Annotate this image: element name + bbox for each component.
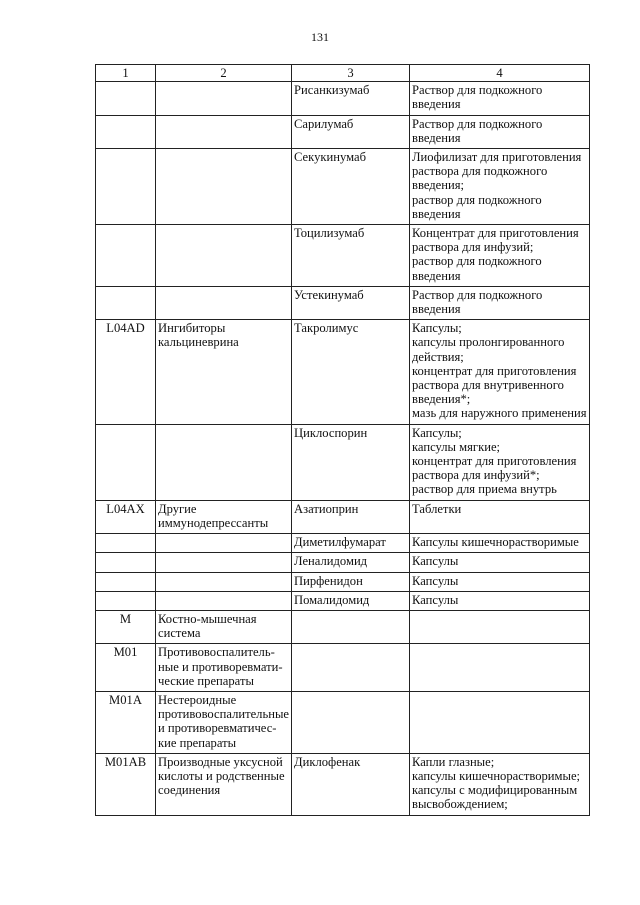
table-row xyxy=(96,115,590,148)
pharm-group-cell-line: иммунодепрессанты xyxy=(158,515,269,530)
atc-code-cell xyxy=(96,82,156,115)
pharm-group-cell-line: система xyxy=(158,626,201,641)
dosage-form-cell xyxy=(410,115,590,148)
dosage-form-cell-line: Таблетки xyxy=(412,501,462,516)
dosage-form-cell-line: раствор для подкожного xyxy=(412,192,542,207)
atc-code-cell xyxy=(96,591,156,610)
dosage-form-cell-line: введения xyxy=(412,268,461,283)
dosage-form-cell-line: раствора для внутривенного xyxy=(412,378,564,393)
atc-code-cell: M01AB xyxy=(96,753,156,815)
dosage-form-cell xyxy=(410,149,590,225)
drug-name-cell: Диклофенак xyxy=(292,753,410,815)
atc-code-cell xyxy=(96,534,156,553)
dosage-form-cell xyxy=(410,691,590,753)
atc-code-cell: M01 xyxy=(96,644,156,692)
dosage-form-cell-line: раствор для приема внутрь xyxy=(412,482,557,497)
pharm-group-cell-line: Производные уксусной xyxy=(158,754,283,769)
drug-name-cell xyxy=(292,644,410,692)
dosage-form-cell-line: введения xyxy=(412,206,461,221)
atc-code-cell xyxy=(96,572,156,591)
table-row xyxy=(96,82,590,115)
table-row xyxy=(96,424,590,500)
atc-code-cell xyxy=(96,225,156,287)
atc-code-cell xyxy=(96,286,156,319)
atc-code-cell xyxy=(96,424,156,500)
drug-table xyxy=(95,64,590,816)
pharm-group-cell-line: ные и противоревмати- xyxy=(158,659,283,674)
dosage-form-cell-line: капсулы мягкие; xyxy=(412,439,501,454)
pharm-group-cell-line: противовоспалительные xyxy=(158,707,290,722)
header-col-3: 3 xyxy=(292,65,410,82)
dosage-form-cell-line: Капсулы xyxy=(412,592,459,607)
dosage-form-cell xyxy=(410,610,590,643)
pharm-group-cell-line: ческие препараты xyxy=(158,673,254,688)
table-row xyxy=(96,644,590,692)
dosage-form-cell xyxy=(410,320,590,424)
dosage-form-cell xyxy=(410,591,590,610)
table-row xyxy=(96,286,590,319)
drug-name-cell xyxy=(292,691,410,753)
dosage-form-cell-line: высвобождением; xyxy=(412,797,508,812)
dosage-form-cell-line: Раствор для подкожного xyxy=(412,116,543,131)
dosage-form-cell xyxy=(410,286,590,319)
drug-name-cell: Азатиоприн xyxy=(292,500,410,533)
pharm-group-cell-line: Противовоспалитель- xyxy=(158,645,275,660)
pharm-group-cell xyxy=(156,691,292,753)
atc-code-cell: L04AX xyxy=(96,500,156,533)
drug-name-cell: Секукинумаб xyxy=(292,149,410,225)
header-col-4: 4 xyxy=(410,65,590,82)
dosage-form-cell xyxy=(410,424,590,500)
atc-code-cell: M01A xyxy=(96,691,156,753)
dosage-form-cell-line: раствора для инфузий; xyxy=(412,240,534,255)
pharm-group-cell xyxy=(156,424,292,500)
table-row xyxy=(96,610,590,643)
dosage-form-cell xyxy=(410,225,590,287)
dosage-form-cell-line: Лиофилизат для приготовления xyxy=(412,150,582,165)
header-col-1: 1 xyxy=(96,65,156,82)
table-row xyxy=(96,691,590,753)
dosage-form-cell-line: капсулы кишечнорастворимые; xyxy=(412,768,581,783)
dosage-form-cell-line: раствора для подкожного xyxy=(412,164,548,179)
pharm-group-cell xyxy=(156,572,292,591)
pharm-group-cell-line: кие препараты xyxy=(158,735,237,750)
dosage-form-cell-line: концентрат для приготовления xyxy=(412,454,577,469)
dosage-form-cell-line: введения; xyxy=(412,178,465,193)
dosage-form-cell-line: введения*; xyxy=(412,392,471,407)
drug-name-cell: Устекинумаб xyxy=(292,286,410,319)
drug-name-cell: Тоцилизумаб xyxy=(292,225,410,287)
pharm-group-cell xyxy=(156,82,292,115)
dosage-form-cell-line: Капсулы; xyxy=(412,425,462,440)
dosage-form-cell xyxy=(410,753,590,815)
drug-name-cell: Леналидомид xyxy=(292,553,410,572)
atc-code-cell xyxy=(96,553,156,572)
dosage-form-cell-line: введения xyxy=(412,302,461,317)
dosage-form-cell xyxy=(410,534,590,553)
pharm-group-cell xyxy=(156,644,292,692)
pharm-group-cell xyxy=(156,286,292,319)
table-header-row xyxy=(96,65,590,82)
pharm-group-cell xyxy=(156,610,292,643)
pharm-group-cell xyxy=(156,534,292,553)
pharm-group-cell xyxy=(156,591,292,610)
table-row xyxy=(96,149,590,225)
dosage-form-cell xyxy=(410,553,590,572)
pharm-group-cell xyxy=(156,225,292,287)
pharm-group-cell-line: кальциневрина xyxy=(158,335,239,350)
pharm-group-cell-line: соединения xyxy=(158,783,221,798)
drug-name-cell: Помалидомид xyxy=(292,591,410,610)
dosage-form-cell-line: Раствор для подкожного xyxy=(412,287,543,302)
pharm-group-cell-line: Нестероидные xyxy=(158,692,237,707)
dosage-form-cell-line: Капсулы кишечнорастворимые xyxy=(412,535,579,550)
atc-code-cell: L04AD xyxy=(96,320,156,424)
dosage-form-cell-line: Раствор для подкожного xyxy=(412,83,543,98)
dosage-form-cell-line: капсулы с модифицированным xyxy=(412,783,578,798)
table-body xyxy=(96,65,590,816)
table-row xyxy=(96,320,590,424)
dosage-form-cell xyxy=(410,500,590,533)
table-row xyxy=(96,500,590,533)
table-row xyxy=(96,572,590,591)
dosage-form-cell-line: Капсулы xyxy=(412,554,459,569)
dosage-form-cell-line: введения xyxy=(412,130,461,145)
atc-code-cell xyxy=(96,149,156,225)
table-row xyxy=(96,591,590,610)
header-col-2: 2 xyxy=(156,65,292,82)
table-row xyxy=(96,225,590,287)
atc-code-cell xyxy=(96,115,156,148)
drug-name-cell: Циклоспорин xyxy=(292,424,410,500)
dosage-form-cell-line: капсулы пролонгированного xyxy=(412,335,565,350)
dosage-form-cell xyxy=(410,572,590,591)
pharm-group-cell-line: Другие xyxy=(158,501,197,516)
pharm-group-cell-line: Ингибиторы xyxy=(158,321,226,336)
pharm-group-cell-line: кислоты и родственные xyxy=(158,768,285,783)
dosage-form-cell-line: введения xyxy=(412,97,461,112)
pharm-group-cell xyxy=(156,320,292,424)
dosage-form-cell xyxy=(410,82,590,115)
drug-name-cell: Диметилфумарат xyxy=(292,534,410,553)
drug-name-cell: Пирфенидон xyxy=(292,572,410,591)
pharm-group-cell xyxy=(156,553,292,572)
dosage-form-cell-line: раствор для подкожного xyxy=(412,254,542,269)
dosage-form-cell-line: действия; xyxy=(412,349,464,364)
dosage-form-cell xyxy=(410,644,590,692)
table-row xyxy=(96,553,590,572)
pharm-group-cell xyxy=(156,149,292,225)
dosage-form-cell-line: раствора для инфузий*; xyxy=(412,468,540,483)
table-row xyxy=(96,534,590,553)
dosage-form-cell-line: Концентрат для приготовления xyxy=(412,226,579,241)
dosage-form-cell-line: Капсулы; xyxy=(412,321,462,336)
drug-name-cell: Рисанкизумаб xyxy=(292,82,410,115)
drug-name-cell: Сарилумаб xyxy=(292,115,410,148)
drug-name-cell: Такролимус xyxy=(292,320,410,424)
atc-code-cell: M xyxy=(96,610,156,643)
drug-name-cell xyxy=(292,610,410,643)
pharm-group-cell xyxy=(156,500,292,533)
pharm-group-cell xyxy=(156,115,292,148)
pharm-group-cell-line: Костно-мышечная xyxy=(158,611,257,626)
dosage-form-cell-line: Капсулы xyxy=(412,573,459,588)
pharm-group-cell-line: и противоревматичес- xyxy=(158,721,277,736)
dosage-form-cell-line: Капли глазные; xyxy=(412,754,495,769)
dosage-form-cell-line: мазь для наружного применения xyxy=(412,406,587,421)
page-number: 131 xyxy=(311,30,329,44)
dosage-form-cell-line: концентрат для приготовления xyxy=(412,363,577,378)
pharm-group-cell xyxy=(156,753,292,815)
table-row xyxy=(96,753,590,815)
